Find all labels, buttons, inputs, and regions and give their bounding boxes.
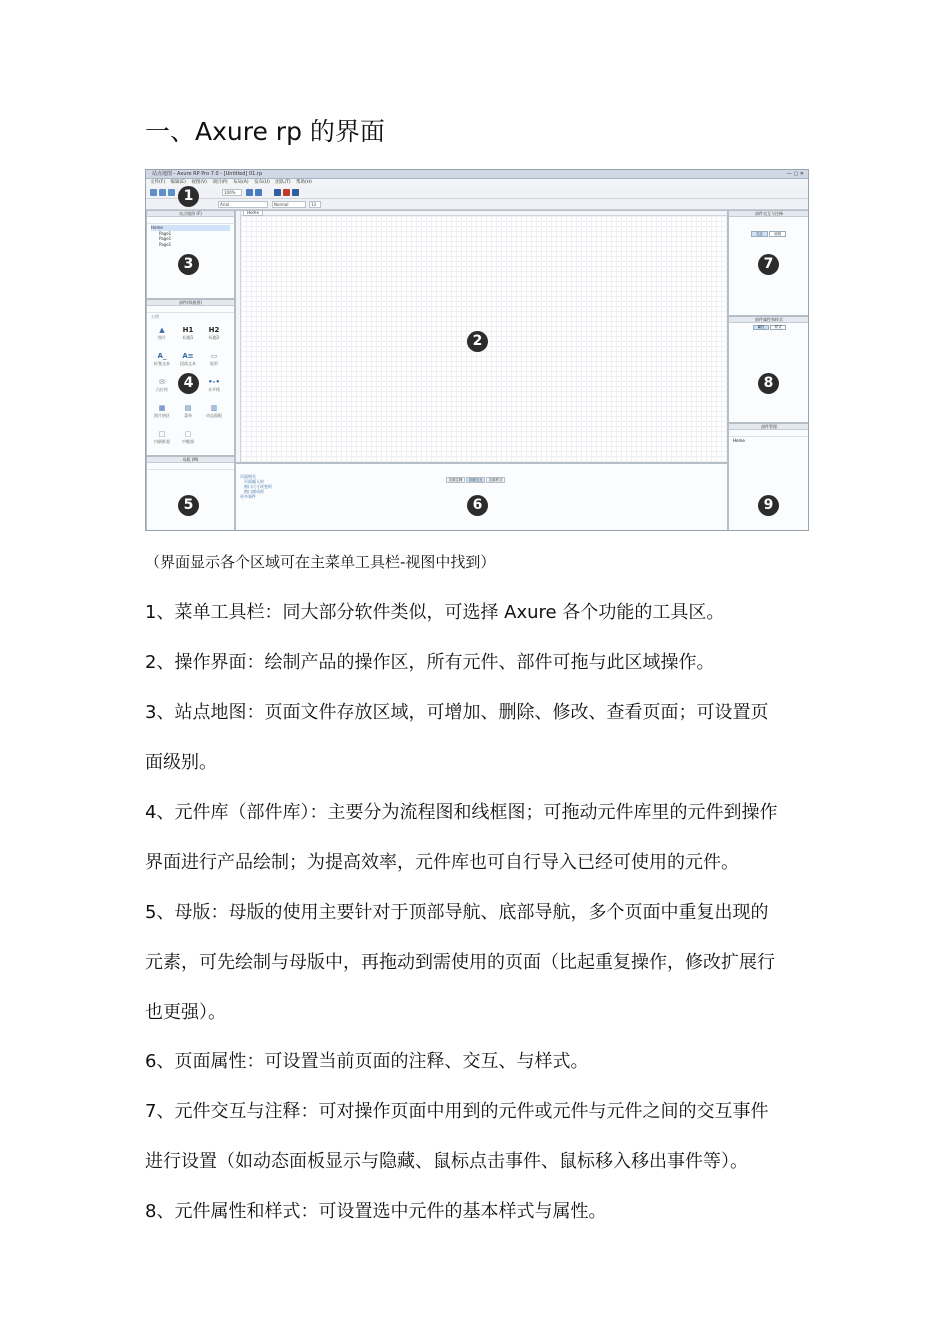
widget-dynamic-panel[interactable] [205, 404, 223, 419]
vertical-ruler [236, 211, 241, 462]
badge-5: 5 [178, 495, 199, 516]
outline-tools [729, 430, 809, 437]
widget-h2[interactable] [205, 326, 223, 341]
paragraph-5: 5、母版：母版的使用主要针对于顶部导航、底部导航，多个页面中重复出现的 [145, 902, 769, 923]
widget-label-text[interactable] [153, 352, 171, 367]
font-size-select[interactable]: 13 [309, 201, 321, 208]
badge-9: 9 [758, 495, 779, 516]
paragraph-1: 1、菜单工具栏：同大部分软件类似，可选择 Axure 各个功能的工具区。 [145, 602, 725, 623]
library-category[interactable]: 公用 [151, 314, 159, 319]
paragraph-7-cont: 进行设置（如动态面板显示与隐藏、鼠标点击事件、鼠标移入移出事件等）。 [145, 1151, 748, 1172]
widget-paragraph[interactable] [179, 352, 197, 367]
outline-root[interactable]: Home [733, 438, 745, 443]
paragraph-5-cont: 元素，可先绘制与母版中，再拖动到需使用的页面（比起重复操作，修改扩展行 [145, 952, 775, 973]
widget-properties-header: 部件属性和样式 [729, 317, 809, 323]
sitemap-header: 站点地图 (F) [147, 211, 234, 217]
window-title: 站点地图 - Axure RP Pro 7.0 - [Untitled] 01.rp [152, 171, 263, 177]
tab-home[interactable]: Home [243, 210, 263, 216]
widget-hotspot[interactable] [153, 404, 171, 419]
library-tools [147, 306, 234, 313]
badge-7: 7 [758, 254, 779, 275]
main-toolbar [146, 187, 808, 199]
masters-tools [147, 463, 234, 470]
heading1-icon: H1 [182, 326, 194, 334]
menu-file[interactable]: 文件(F) [150, 180, 166, 185]
dynamic-panel-icon: ▥ [210, 404, 218, 412]
pointer-tool-icon[interactable] [246, 189, 253, 196]
menu-publish[interactable]: 发布(U) [254, 180, 270, 185]
outline-header: 部件管理 [729, 424, 809, 430]
format-toolbar [146, 199, 808, 210]
widget-label: 占位符 [156, 387, 168, 392]
sitemap-tools [147, 217, 234, 224]
widget-label: 标签文本 [154, 361, 170, 366]
badge-2: 2 [467, 331, 488, 352]
hotspot-icon: ▦ [158, 404, 166, 412]
connector-tool-icon[interactable] [255, 189, 262, 196]
publish-icon[interactable] [292, 189, 299, 196]
share-icon[interactable] [283, 189, 290, 196]
event-item[interactable]: 窗口尺寸改变时 [244, 484, 272, 489]
interaction-button[interactable]: 交互 [751, 231, 768, 237]
menu-icon: ▤ [184, 404, 192, 412]
widget-image[interactable] [153, 326, 171, 341]
menu-team[interactable]: 团队(T) [275, 180, 291, 185]
horizontal-ruler [236, 211, 727, 216]
interactions-header: 部件交互与注释 [729, 211, 809, 217]
badge-8: 8 [758, 373, 779, 394]
widget-h1[interactable] [179, 326, 197, 341]
badge-6: 6 [467, 495, 488, 516]
notes-button[interactable]: 说明 [769, 231, 786, 237]
label-icon: A_ [157, 352, 167, 360]
paragraph-3: 3、站点地图：页面文件存放区域，可增加、删除、修改、查看页面；可设置页 [145, 702, 769, 723]
sitemap-page[interactable]: Page1 [159, 241, 172, 247]
page-properties-tabs [446, 466, 506, 482]
sitemap-page[interactable]: Page1 [159, 236, 172, 241]
tab-styles[interactable]: 样式 [770, 325, 786, 330]
menu-layout[interactable]: 布局(A) [233, 180, 249, 185]
badge-1: 1 [178, 186, 199, 207]
tab-page-notes[interactable]: 页面注释 [446, 477, 465, 483]
save-file-icon[interactable] [168, 189, 175, 196]
paragraph-8: 8、元件属性和样式：可设置选中元件的基本样式与属性。 [145, 1201, 607, 1222]
paragraph-5-end: 也更强）。 [145, 1002, 226, 1023]
widget-label: 段落文本 [180, 361, 196, 366]
menu-project[interactable]: 项目(P) [212, 180, 228, 185]
widget-label: 水平线 [208, 387, 220, 392]
repeater-icon: ▢ [184, 430, 192, 438]
paragraph-3-cont: 面级别。 [145, 752, 217, 773]
tab-page-interactions[interactable]: 页面交互 [466, 477, 485, 483]
preview-icon[interactable] [274, 189, 281, 196]
tab-properties[interactable]: 属性 [753, 325, 769, 330]
iframe-icon: □ [158, 430, 166, 438]
masters-panel [146, 456, 235, 531]
widget-repeater[interactable] [179, 430, 197, 445]
widget-label: 矩形 [210, 361, 218, 366]
masters-header: 母版 (M) [147, 457, 234, 463]
widget-label: 内联框架 [154, 439, 170, 444]
widget-label: 标题1 [182, 335, 194, 340]
new-file-icon[interactable] [150, 189, 157, 196]
font-family-select[interactable]: Arial [218, 201, 268, 208]
badge-3: 3 [178, 254, 199, 275]
page-events-list [240, 474, 272, 499]
menu-view[interactable]: 视图(V) [191, 180, 207, 185]
widget-properties-panel [728, 316, 809, 423]
sitemap-tree [147, 224, 234, 248]
placeholder-icon: ✉ [159, 378, 165, 386]
paragraph-2: 2、操作界面：绘制产品的操作区，所有元件、部件可拖与此区域操作。 [145, 652, 715, 673]
widget-menu[interactable] [179, 404, 197, 419]
menu-edit[interactable]: 编辑(E) [170, 180, 186, 185]
sitemap-root[interactable]: Home [151, 225, 230, 231]
widget-label: 图片热区 [154, 413, 170, 418]
widget-rectangle[interactable] [205, 352, 223, 367]
zoom-select[interactable]: 100% [222, 189, 242, 196]
widget-placeholder[interactable] [153, 378, 171, 393]
widget-label: 动态面板 [206, 413, 222, 418]
interactions-buttons [751, 231, 786, 237]
widget-label: 菜单 [184, 413, 192, 418]
paragraph-4: 4、元件库（部件库）：主要分为流程图和线框图；可拖动元件库里的元件到操作 [145, 802, 778, 823]
widget-label: 中继器 [182, 439, 194, 444]
window-titlebar [146, 170, 808, 179]
event-item[interactable]: 页面相关 [240, 474, 256, 479]
widget-properties-tabs [753, 325, 786, 330]
page-title: 一、Axure rp 的界面 [145, 117, 385, 146]
screenshot-caption: （界面显示各个区域可在主菜单工具栏-视图中找到） [145, 553, 496, 571]
rectangle-icon: ▭ [210, 352, 218, 360]
axure-screenshot [145, 169, 809, 531]
paragraph-4-cont: 界面进行产品绘制；为提高效率，元件库也可自行导入已经可使用的元件。 [145, 852, 739, 873]
event-item[interactable]: 页面载入时 [244, 479, 264, 484]
library-header: 部件(线框图) [147, 300, 234, 306]
widget-hline[interactable] [205, 378, 223, 393]
window-controls-icon[interactable]: — ▢ ✕ [786, 171, 804, 177]
widget-label: 标题2 [208, 335, 220, 340]
paragraph-icon: A≡ [182, 352, 194, 360]
heading2-icon: H2 [208, 326, 220, 334]
tab-page-style[interactable]: 页面样式 [486, 477, 505, 483]
menu-help[interactable]: 帮助(H) [296, 180, 312, 185]
image-icon: ▲ [159, 326, 165, 334]
event-item[interactable]: 更多事件 [240, 494, 256, 499]
horizontal-line-icon: •-• [208, 378, 220, 386]
sitemap-page[interactable]: Page1 [159, 230, 172, 236]
paragraph-6: 6、页面属性：可设置当前页面的注释、交互、与样式。 [145, 1051, 589, 1072]
widget-iframe[interactable] [153, 430, 171, 445]
paragraph-7: 7、元件交互与注释：可对操作页面中用到的元件或元件与元件之间的交互事件 [145, 1101, 769, 1122]
menu-bar [146, 179, 808, 187]
open-file-icon[interactable] [159, 189, 166, 196]
widget-label: 图片 [158, 335, 166, 340]
event-item[interactable]: 窗口滚动时 [244, 489, 264, 494]
font-style-select[interactable]: Normal [272, 201, 306, 208]
badge-4: 4 [178, 373, 199, 394]
